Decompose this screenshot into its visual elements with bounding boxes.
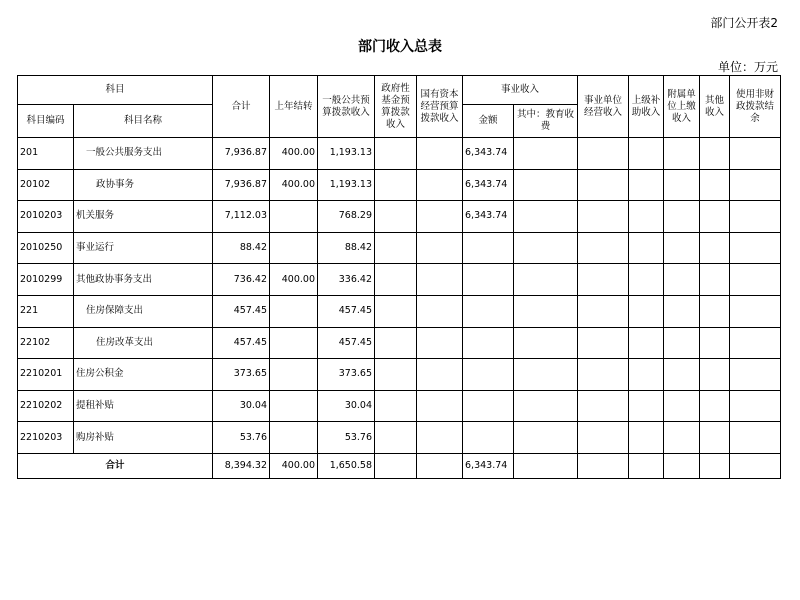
table-row: [18, 359, 781, 391]
header-of-which-edu: 其中：教育收费: [514, 105, 578, 138]
cell-code: 201: [18, 138, 74, 170]
cell-amount: [463, 359, 514, 391]
cell-code: 22102: [18, 327, 74, 359]
cell-empty: [578, 327, 629, 359]
cell-empty: [375, 359, 417, 391]
cell-empty: [664, 169, 700, 201]
cell-empty: [629, 295, 664, 327]
cell-empty: [730, 169, 781, 201]
cell-amount: [463, 422, 514, 454]
cell-amount: [463, 327, 514, 359]
cell-total: 7,936.87: [213, 138, 270, 170]
cell-carryover: [270, 232, 318, 264]
cell-empty: [417, 453, 463, 478]
cell-empty: [514, 201, 578, 233]
header-subject: 科目: [18, 76, 213, 105]
cell-empty: [629, 453, 664, 478]
total-total: 8,394.32: [213, 453, 270, 478]
total-carryover: 400.00: [270, 453, 318, 478]
table-row: [18, 295, 781, 327]
cell-empty: [664, 264, 700, 296]
table-row: [18, 169, 781, 201]
cell-amount: [463, 390, 514, 422]
header-code: 科目编码: [18, 105, 74, 138]
cell-name: 购房补贴: [74, 422, 213, 454]
total-general: 1,650.58: [318, 453, 375, 478]
cell-empty: [514, 422, 578, 454]
cell-name: 住房改革支出: [74, 327, 213, 359]
cell-empty: [629, 232, 664, 264]
cell-empty: [375, 169, 417, 201]
cell-empty: [700, 232, 730, 264]
cell-empty: [578, 169, 629, 201]
cell-empty: [578, 295, 629, 327]
cell-empty: [700, 264, 730, 296]
cell-total: 30.04: [213, 390, 270, 422]
cell-empty: [629, 201, 664, 233]
cell-empty: [578, 264, 629, 296]
cell-name: 提租补贴: [74, 390, 213, 422]
cell-carryover: [270, 327, 318, 359]
cell-code: 2210202: [18, 390, 74, 422]
cell-carryover: 400.00: [270, 264, 318, 296]
cell-empty: [417, 359, 463, 391]
cell-empty: [664, 453, 700, 478]
cell-code: 2210201: [18, 359, 74, 391]
cell-total: 88.42: [213, 232, 270, 264]
cell-empty: [375, 232, 417, 264]
cell-code: 2210203: [18, 422, 74, 454]
cell-empty: [730, 390, 781, 422]
cell-total: 457.45: [213, 327, 270, 359]
total-label: 合计: [18, 453, 213, 478]
cell-name: 事业运行: [74, 232, 213, 264]
cell-empty: [664, 327, 700, 359]
header-carryover: 上年结转: [270, 76, 318, 138]
cell-empty: [514, 264, 578, 296]
cell-empty: [730, 453, 781, 478]
header-state-capital: 国有资本经营预算拨款收入: [417, 76, 463, 138]
cell-empty: [375, 453, 417, 478]
cell-general: 336.42: [318, 264, 375, 296]
cell-general: 30.04: [318, 390, 375, 422]
cell-empty: [514, 232, 578, 264]
cell-total: 373.65: [213, 359, 270, 391]
table-row: [18, 201, 781, 233]
table-row: [18, 327, 781, 359]
cell-empty: [514, 327, 578, 359]
cell-empty: [375, 327, 417, 359]
cell-empty: [578, 390, 629, 422]
cell-general: 1,193.13: [318, 169, 375, 201]
header-non-fiscal-balance: 使用非财政拨款结余: [730, 76, 781, 138]
cell-general: 457.45: [318, 327, 375, 359]
header-operating-income: 事业单位经营收入: [578, 76, 629, 138]
cell-empty: [629, 359, 664, 391]
total-row: [18, 453, 781, 478]
cell-empty: [514, 169, 578, 201]
header-business-income: 事业收入: [463, 76, 578, 105]
cell-carryover: [270, 295, 318, 327]
cell-empty: [417, 138, 463, 170]
table-row: [18, 232, 781, 264]
cell-empty: [664, 390, 700, 422]
table-row: [18, 390, 781, 422]
cell-empty: [375, 422, 417, 454]
cell-empty: [730, 422, 781, 454]
cell-empty: [375, 390, 417, 422]
cell-empty: [730, 295, 781, 327]
total-amount: 6,343.74: [463, 453, 514, 478]
table-row: [18, 422, 781, 454]
header-amount: 金额: [463, 105, 514, 138]
cell-empty: [417, 295, 463, 327]
cell-total: 7,936.87: [213, 169, 270, 201]
cell-empty: [629, 264, 664, 296]
cell-code: 221: [18, 295, 74, 327]
cell-amount: [463, 232, 514, 264]
cell-empty: [375, 201, 417, 233]
cell-empty: [629, 169, 664, 201]
cell-empty: [578, 453, 629, 478]
cell-name: 一般公共服务支出: [74, 138, 213, 170]
cell-empty: [578, 232, 629, 264]
cell-general: 1,193.13: [318, 138, 375, 170]
cell-empty: [730, 232, 781, 264]
cell-empty: [730, 327, 781, 359]
cell-empty: [664, 232, 700, 264]
header-general-budget: 一般公共预算拨款收入: [318, 76, 375, 138]
cell-amount: 6,343.74: [463, 201, 514, 233]
cell-empty: [730, 359, 781, 391]
cell-empty: [629, 390, 664, 422]
cell-empty: [664, 422, 700, 454]
cell-empty: [629, 138, 664, 170]
cell-total: 7,112.03: [213, 201, 270, 233]
cell-carryover: [270, 201, 318, 233]
cell-code: 2010203: [18, 201, 74, 233]
header-affiliated-income: 附属单位上缴收入: [664, 76, 700, 138]
cell-total: 457.45: [213, 295, 270, 327]
cell-empty: [375, 295, 417, 327]
report-title: 部门收入总表: [358, 39, 442, 55]
cell-carryover: [270, 422, 318, 454]
cell-empty: [700, 169, 730, 201]
cell-empty: [417, 232, 463, 264]
cell-empty: [417, 422, 463, 454]
cell-general: 768.29: [318, 201, 375, 233]
header-total: 合计: [213, 76, 270, 138]
cell-empty: [700, 453, 730, 478]
cell-total: 53.76: [213, 422, 270, 454]
cell-empty: [514, 138, 578, 170]
cell-code: 20102: [18, 169, 74, 201]
cell-empty: [578, 422, 629, 454]
cell-empty: [700, 327, 730, 359]
cell-empty: [514, 453, 578, 478]
cell-empty: [664, 359, 700, 391]
cell-amount: [463, 264, 514, 296]
cell-empty: [700, 359, 730, 391]
cell-empty: [629, 422, 664, 454]
cell-empty: [664, 201, 700, 233]
income-table: [17, 75, 781, 479]
cell-amount: [463, 295, 514, 327]
cell-empty: [664, 138, 700, 170]
cell-empty: [375, 138, 417, 170]
cell-empty: [514, 390, 578, 422]
cell-empty: [700, 295, 730, 327]
cell-empty: [417, 264, 463, 296]
form-number: 部门公开表2: [710, 16, 778, 30]
cell-carryover: 400.00: [270, 138, 318, 170]
cell-empty: [730, 264, 781, 296]
cell-code: 2010299: [18, 264, 74, 296]
cell-empty: [700, 422, 730, 454]
cell-empty: [514, 359, 578, 391]
cell-empty: [417, 390, 463, 422]
cell-amount: 6,343.74: [463, 138, 514, 170]
cell-empty: [578, 201, 629, 233]
cell-empty: [514, 295, 578, 327]
cell-code: 2010250: [18, 232, 74, 264]
cell-amount: 6,343.74: [463, 169, 514, 201]
cell-empty: [417, 201, 463, 233]
cell-general: 88.42: [318, 232, 375, 264]
cell-general: 373.65: [318, 359, 375, 391]
cell-name: 住房保障支出: [74, 295, 213, 327]
cell-empty: [578, 138, 629, 170]
cell-empty: [417, 327, 463, 359]
cell-empty: [578, 359, 629, 391]
cell-empty: [730, 201, 781, 233]
cell-empty: [664, 295, 700, 327]
table-row: [18, 138, 781, 170]
header-gov-fund: 政府性基金预算拨款收入: [375, 76, 417, 138]
cell-empty: [417, 169, 463, 201]
table-row: [18, 264, 781, 296]
cell-general: 457.45: [318, 295, 375, 327]
header-row-1: [18, 76, 781, 105]
cell-empty: [700, 201, 730, 233]
unit-label: 单位：万元: [717, 60, 778, 74]
cell-total: 736.42: [213, 264, 270, 296]
cell-empty: [730, 138, 781, 170]
cell-empty: [700, 138, 730, 170]
cell-empty: [375, 264, 417, 296]
cell-name: 政协事务: [74, 169, 213, 201]
header-superior-subsidy: 上级补助收入: [629, 76, 664, 138]
cell-empty: [629, 327, 664, 359]
cell-carryover: [270, 390, 318, 422]
header-other-income: 其他收入: [700, 76, 730, 138]
cell-carryover: 400.00: [270, 169, 318, 201]
cell-general: 53.76: [318, 422, 375, 454]
header-name: 科目名称: [74, 105, 213, 138]
cell-name: 住房公积金: [74, 359, 213, 391]
cell-carryover: [270, 359, 318, 391]
cell-empty: [700, 390, 730, 422]
cell-name: 机关服务: [74, 201, 213, 233]
cell-name: 其他政协事务支出: [74, 264, 213, 296]
